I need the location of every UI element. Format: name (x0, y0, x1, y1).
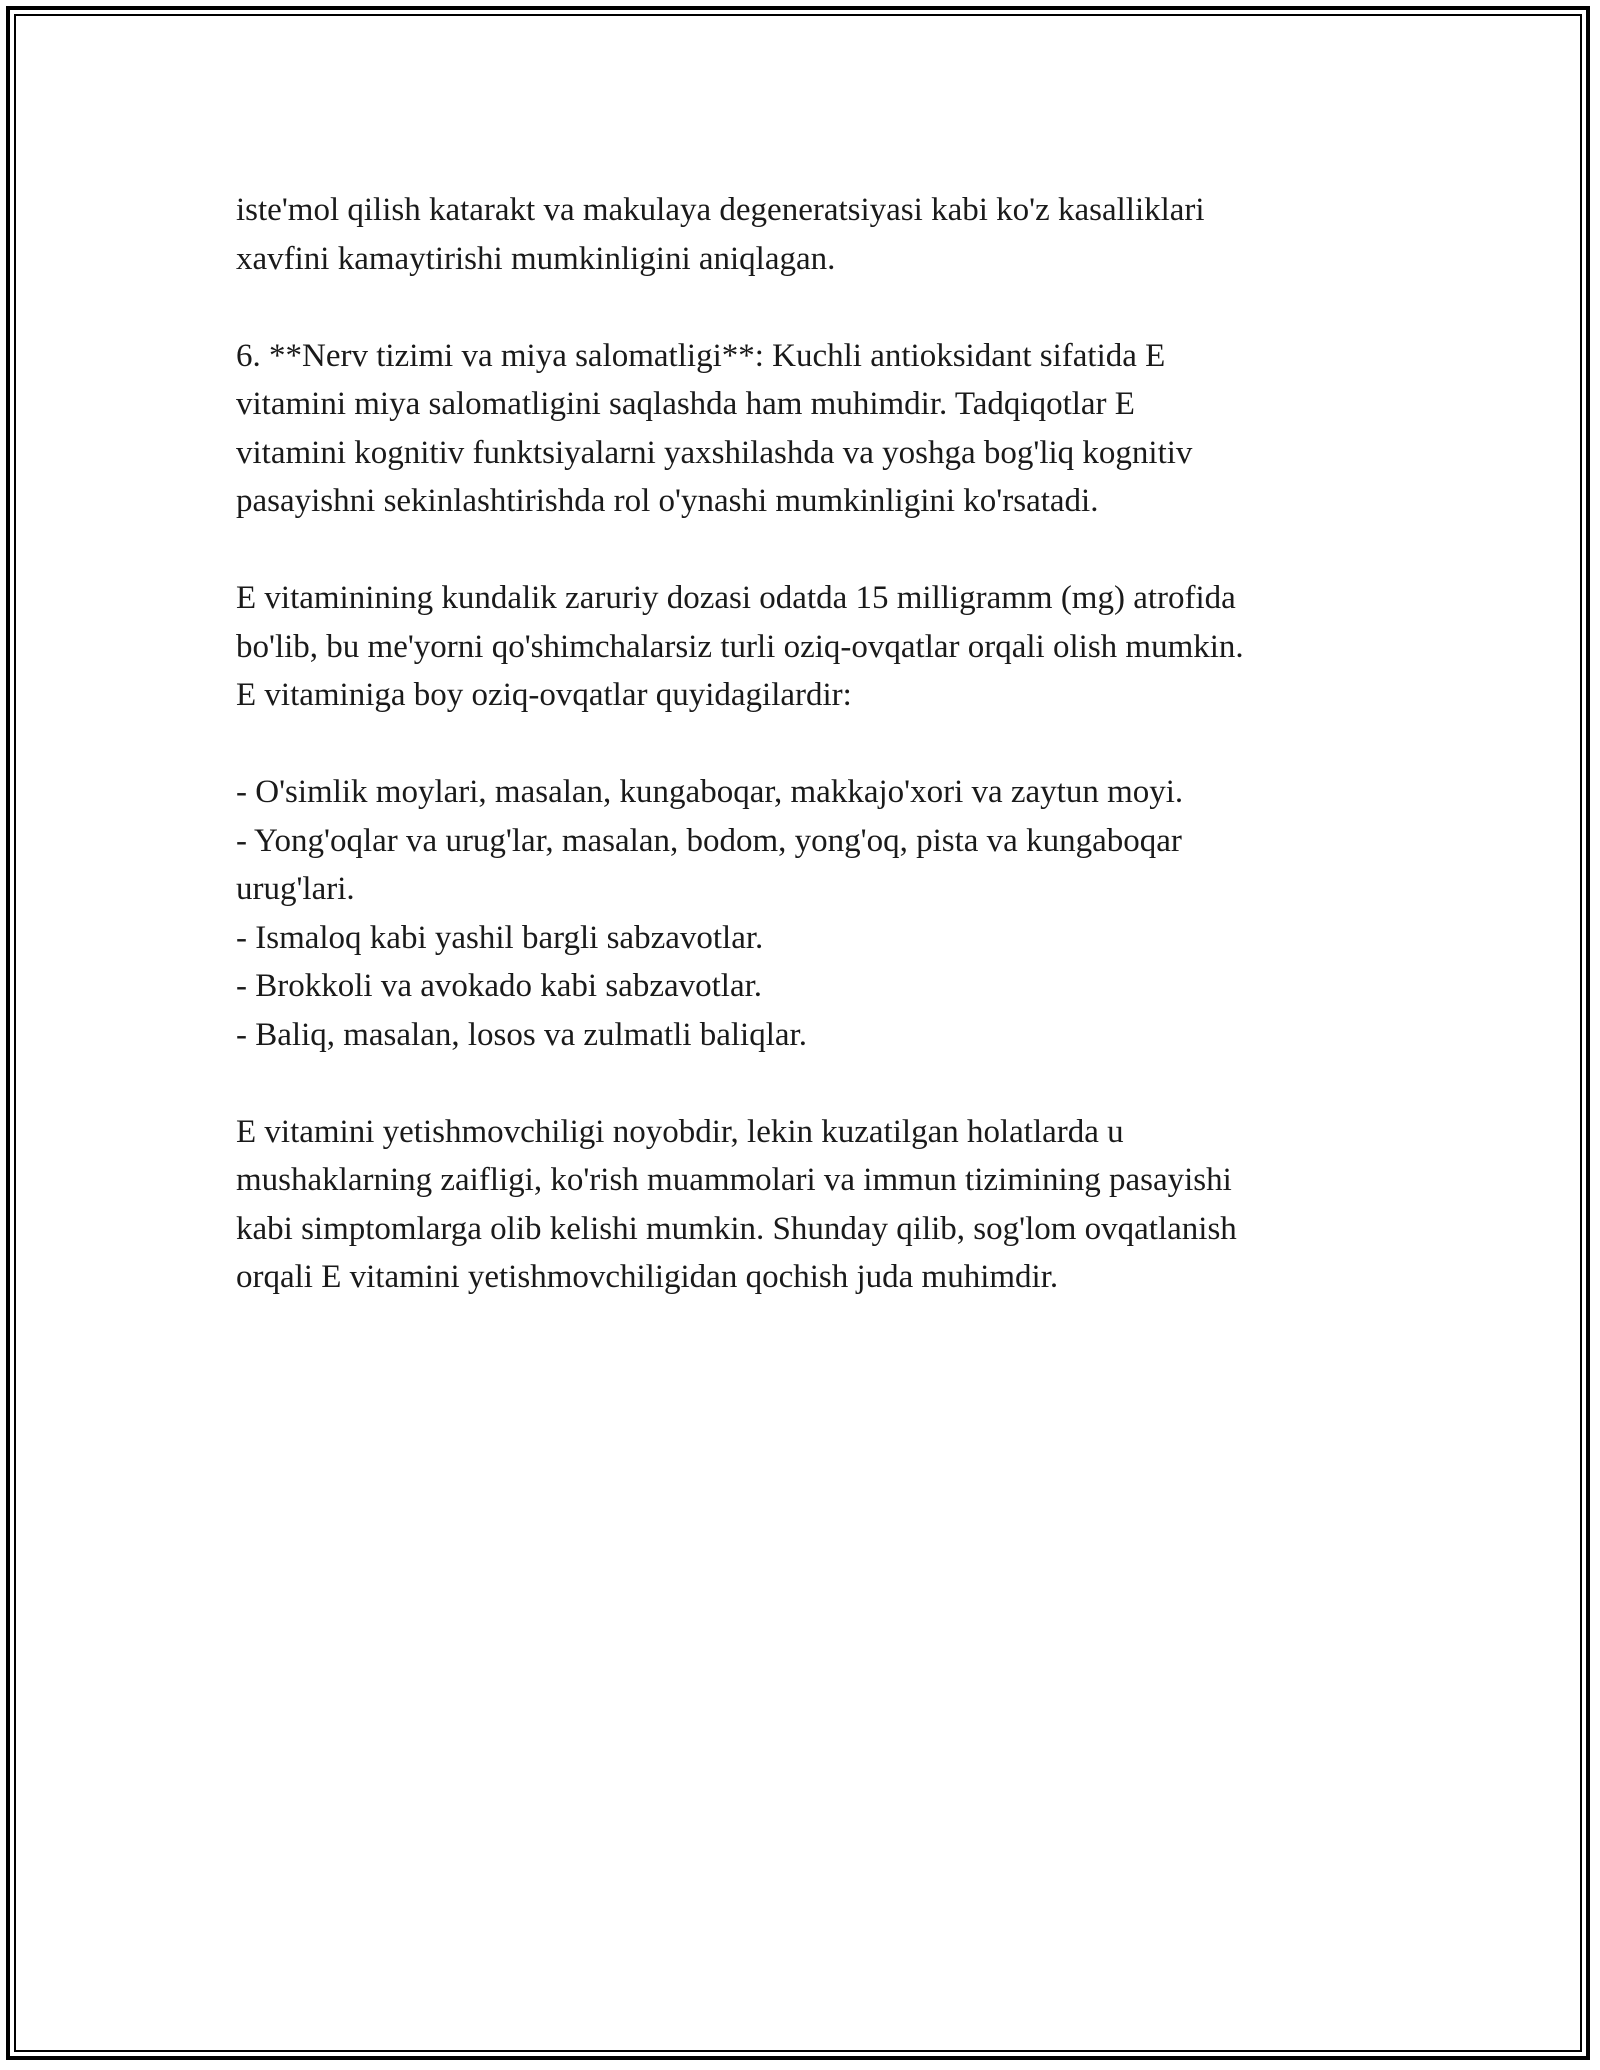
text-line: iste'mol qilish katarakt va makulaya degeneratsiyasi kabi ko'z kasalliklari (236, 192, 1205, 228)
list-item-continuation: urug'lari. (236, 871, 355, 907)
text-line: mushaklarning zaifligi, ko'rish muammolari va immun tizimining pasayishi (236, 1162, 1232, 1198)
text-line: vitamini miya salomatligini saqlashda ham muhimdir. Tadqiqotlar E (236, 386, 1135, 422)
paragraph-deficiency (236, 1108, 1364, 1302)
text-line: E vitamini yetishmovchiligi noyobdir, lekin kuzatilgan holatlarda u (236, 1113, 1124, 1150)
text-line: bo'lib, bu me'yorni qo'shimchalarsiz turli oziq-ovqatlar orqali olish mumkin. (236, 628, 1244, 665)
text-line: 6. **Nerv tizimi va miya salomatligi**: Kuchli antioksidant sifatida E (236, 337, 1166, 374)
list-item: - O'simlik moylari, masalan, kungaboqar, makkajo'xori va zaytun moyi. (236, 774, 1184, 810)
text-line: vitamini kognitiv funktsiyalarni yaxshilashda va yoshga bog'liq kognitiv (236, 434, 1193, 471)
paragraph-nervous-system (236, 332, 1364, 526)
text-line: pasayishni sekinlashtirishda rol o'ynashi mumkinligini ko'rsatadi. (236, 483, 1099, 519)
list-item: - Yong'oqlar va urug'lar, masalan, bodom, yong'oq, pista va kungaboqar (236, 822, 1182, 859)
food-source-list (236, 768, 1364, 1059)
list-item: - Brokkoli va avokado kabi sabzavotlar. (236, 968, 763, 1004)
text-line: E vitaminiga boy oziq-ovqatlar quyidagilardir: (236, 677, 852, 713)
text-line: orqali E vitamini yetishmovchiligidan qochish juda muhimdir. (236, 1259, 1059, 1295)
text-line: E vitaminining kundalik zaruriy dozasi odatda 15 milligramm (mg) atrofida (236, 580, 1236, 616)
list-item: - Baliq, masalan, losos va zulmatli baliqlar. (236, 1016, 807, 1053)
paragraph-daily-dose (236, 574, 1364, 720)
paragraph-eye-health-continuation (236, 186, 1364, 283)
text-line: xavfini kamaytirishi mumkinligini aniqlagan. (236, 240, 836, 277)
list-item: - Ismaloq kabi yashil bargli sabzavotlar. (236, 919, 764, 956)
text-line: kabi simptomlarga olib kelishi mumkin. Shunday qilib, sog'lom ovqatlanish (236, 1210, 1237, 1247)
document-body (236, 186, 1364, 1350)
